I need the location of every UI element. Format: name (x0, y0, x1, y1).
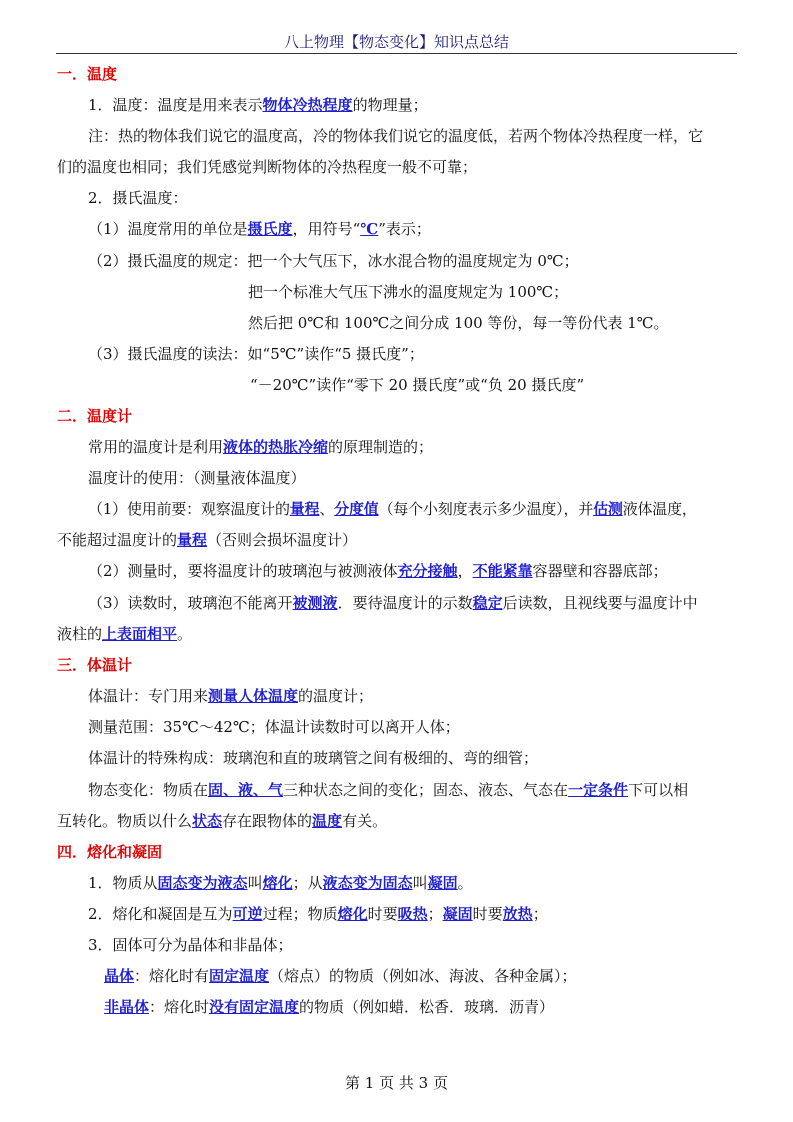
key-term: 量程 (289, 500, 320, 518)
key-term: 状态 (192, 812, 223, 830)
key-term: 不能紧靠 (472, 562, 533, 580)
key-term: 固、液、气 (208, 781, 284, 799)
text: 的物理量； (352, 96, 428, 114)
text: ； (532, 905, 548, 923)
text: 叫 (412, 874, 428, 892)
key-term: 固定温度 (209, 967, 270, 985)
text: （3）读数时，玻璃泡不能离开 (88, 594, 293, 612)
section-heading-temperature: 一．温度 (57, 65, 118, 83)
text: ； (427, 905, 443, 923)
paragraph-line (57, 624, 192, 644)
text: 1．温度：温度是用来表示 (88, 96, 263, 114)
text: ：熔化时有 (134, 967, 210, 985)
text: （1）温度常用的单位是 (88, 220, 248, 238)
key-term: 被测液 (292, 594, 338, 612)
header-divider (56, 53, 737, 54)
text: 体温计：专门用来 (88, 687, 209, 705)
paragraph-line (104, 966, 577, 986)
section-heading-thermometer: 二．温度计 (57, 407, 133, 425)
text: 的物质（例如蜡．松香．玻璃．沥青） (299, 998, 555, 1016)
key-term: 量程 (177, 531, 208, 549)
paragraph-line: 3．固体可分为晶体和非晶体； (88, 936, 293, 954)
page-header-title: 八上物理【物态变化】知识点总结 (283, 33, 509, 51)
key-term: 吸热 (397, 905, 428, 923)
text: ；从 (292, 874, 323, 892)
paragraph-line: “－20℃”读作“零下 20 摄氏度”或“负 20 摄氏度” (250, 376, 585, 394)
text: （否则会损坏温度计） (207, 531, 358, 549)
text: ．要待温度计的示数 (337, 594, 473, 612)
text: 的温度计； (298, 687, 374, 705)
text: 有关。 (342, 812, 388, 830)
paragraph-line: （3）摄氏温度的读法：如“5℃”读作“5 摄氏度”； (88, 345, 424, 363)
key-term: 摄氏度 (247, 220, 293, 238)
paragraph-line (88, 593, 698, 613)
paragraph-line (57, 530, 357, 550)
paragraph-line: 2．摄氏温度： (88, 189, 188, 207)
paragraph-line (88, 499, 697, 519)
key-term: 熔化 (337, 905, 368, 923)
key-term: 晶体 (104, 967, 135, 985)
paragraph-line (57, 811, 387, 831)
key-term: 凝固 (442, 905, 473, 923)
key-term: 分度值 (334, 500, 379, 518)
paragraph-line: （2）摄氏温度的规定：把一个大气压下，冰水混合物的温度规定为 0℃； (88, 252, 579, 270)
text: 叫 (247, 874, 263, 892)
text: 时要 (472, 905, 503, 923)
text: 不能超过温度计的 (57, 531, 178, 549)
paragraph-line: 温度计的使用：（测量液体温度） (88, 469, 306, 487)
text: 时要 (367, 905, 398, 923)
text: ：熔化时 (149, 998, 210, 1016)
text: 过程；物质 (262, 905, 338, 923)
text: 存在跟物体的 (222, 812, 313, 830)
key-term: 上表面相平 (102, 625, 178, 643)
text: ，用符号“ (292, 220, 361, 238)
text: 三种状态之间的变化；固态、液态、气态在 (283, 781, 569, 799)
key-term: 熔化 (262, 874, 293, 892)
text: 。 (457, 874, 473, 892)
paragraph-line (88, 437, 433, 457)
paragraph-line: 然后把 0℃和 100℃之间分成 100 等份，每一等份代表 1℃。 (248, 314, 669, 332)
text: 。 (177, 625, 193, 643)
section-heading-melting-solidification: 四．熔化和凝固 (57, 843, 163, 861)
paragraph-line (88, 219, 431, 239)
text: （1）使用前要：观察温度计的 (88, 500, 290, 518)
paragraph-line (88, 780, 688, 800)
key-term: 放热 (502, 905, 533, 923)
paragraph-line: 测量范围：35℃～42℃；体温计读数时可以离开人体； (88, 718, 460, 736)
text: 常用的温度计是利用 (88, 438, 224, 456)
text: 2．熔化和凝固是互为 (88, 905, 233, 923)
paragraph-line (88, 686, 373, 706)
key-term: 液态变为固态 (322, 874, 413, 892)
text: 后读数，且视线要与温度计中 (502, 594, 698, 612)
paragraph-line (88, 561, 668, 581)
key-term: ℃ (360, 220, 379, 238)
text: （2）测量时，要将温度计的玻璃泡与被测液体 (88, 562, 398, 580)
key-term: 稳定 (472, 594, 503, 612)
paragraph-line (88, 873, 473, 893)
paragraph-line: 把一个标准大气压下沸水的温度规定为 100℃； (248, 283, 569, 301)
text: 1．物质从 (88, 874, 158, 892)
paragraph-line: 注：热的物体我们说它的温度高，冷的物体我们说它的温度低，若两个物体冷热程度一样，它 (88, 127, 704, 145)
text: ， (457, 562, 473, 580)
text: 物态变化：物质在 (88, 781, 209, 799)
key-term: 凝固 (427, 874, 458, 892)
text: ”表示； (378, 220, 431, 238)
text: 下可以相 (628, 781, 689, 799)
page-footer-number: 第 1 页 共 3 页 (345, 1074, 448, 1092)
paragraph-line (104, 997, 554, 1017)
text: （每个小刻度表示多少温度），并 (378, 500, 594, 518)
key-term: 估测 (593, 500, 623, 518)
section-heading-clinical-thermometer: 三．体温计 (57, 656, 133, 674)
key-term: 温度 (312, 812, 343, 830)
paragraph-line (88, 904, 548, 924)
key-term: 非晶体 (104, 998, 150, 1016)
paragraph-line (88, 95, 428, 115)
text: （熔点）的物质（例如冰、海波、各种金属）； (269, 967, 577, 985)
key-term: 一定条件 (568, 781, 629, 799)
text: 、 (319, 500, 335, 518)
paragraph-line: 体温计的特殊构成：玻璃泡和直的玻璃管之间有极细的、弯的细管； (88, 749, 539, 767)
key-term: 固态变为液态 (157, 874, 248, 892)
text: 液体温度， (622, 500, 697, 518)
text: 互转化。物质以什么 (57, 812, 193, 830)
key-term: 测量人体温度 (208, 687, 299, 705)
key-term: 充分接触 (397, 562, 458, 580)
key-term: 液体的热胀冷缩 (223, 438, 329, 456)
paragraph-line: 们的温度也相同；我们凭感觉判断物体的冷热程度一般不可靠； (57, 158, 478, 176)
text: 液柱的 (57, 625, 103, 643)
key-term: 物体冷热程度 (262, 96, 353, 114)
key-term: 没有固定温度 (209, 998, 300, 1016)
key-term: 可逆 (232, 905, 263, 923)
text: 容器壁和容器底部； (532, 562, 668, 580)
text: 的原理制造的； (328, 438, 434, 456)
